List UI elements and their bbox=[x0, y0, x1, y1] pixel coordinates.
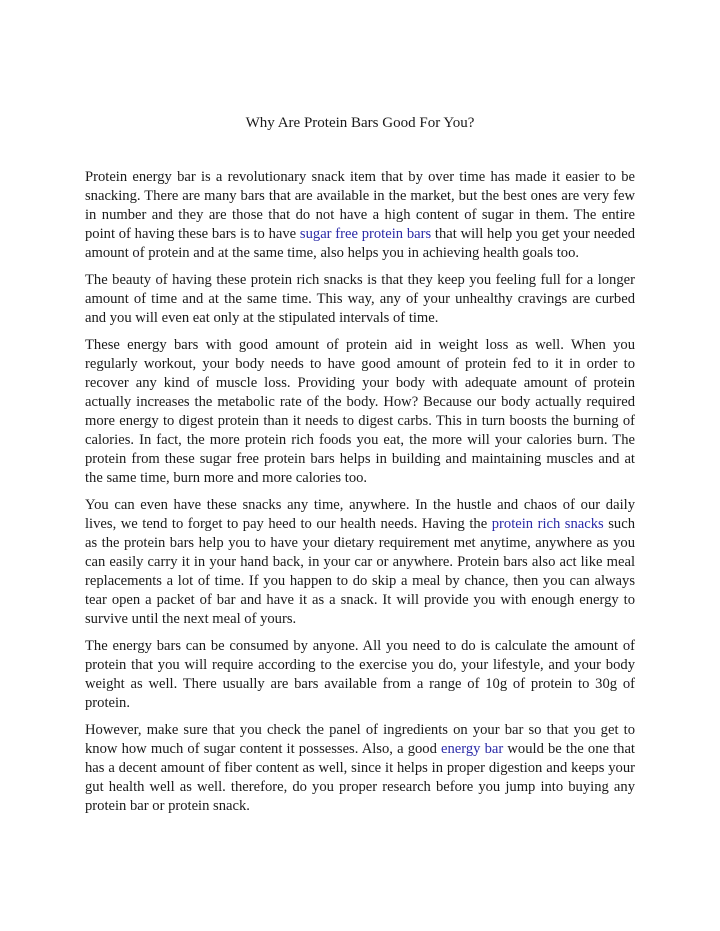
link-protein-rich-snacks[interactable]: protein rich snacks bbox=[491, 516, 604, 532]
paragraph-text: that will help you get your needed amount of protein and at the same time, also helps you in achieving health goals too. bbox=[85, 226, 636, 261]
paragraph-intro bbox=[85, 168, 635, 263]
paragraph-text: would be the one that has a decent amount of fiber content as well, since it helps in proper digestion and keeps your gut health well as well. therefore, do you proper research before you jump into buying any protein bar or protein snack. bbox=[85, 741, 635, 814]
link-sugar-free-protein-bars[interactable]: sugar free protein bars bbox=[299, 226, 432, 242]
paragraph-ingredients bbox=[85, 721, 635, 816]
paragraph-anyone: The energy bars can be consumed by anyone. All you need to do is calculate the amount of protein that you will require according to the exercise you do, your lifestyle, and your body weight as well. There usually are bars available from a range of 10g of protein to 30g of protein. bbox=[85, 638, 635, 711]
paragraph-anytime bbox=[85, 496, 635, 629]
paragraph-weight-loss: These energy bars with good amount of protein aid in weight loss as well. When you regularly workout, your body needs to have good amount of protein fed to it in order to recover any kind of muscle loss. Providing your body with adequate amount of protein actually increases the metabolic rate of the body. How? Because our body actually required more energy to digest protein than it needs to digest carbs. This in turn boosts the burning of calories. In fact, the more protein rich foods you eat, the more will your calories burn. The protein from these sugar free protein bars helps in building and maintaining muscles and at the same time, burn more and more calories too. bbox=[85, 337, 635, 486]
document-body bbox=[85, 168, 635, 824]
paragraph-text: However, make sure that you check the panel of ingredients on your bar so that you get to know how much of sugar content it possesses. Also, a good bbox=[85, 722, 635, 757]
document-title: Why Are Protein Bars Good For You? bbox=[245, 115, 475, 131]
paragraph-text: such as the protein bars help you to have your dietary requirement met anytime, anywhere as you can easily carry it in your hand back, in your car or anywhere. Protein bars also act like meal replacements a lot of time. If you happen to do skip a meal by chance, then you can always tear open a packet of bar and have it as a snack. It will provide you with enough energy to survive until the next meal of yours. bbox=[85, 516, 635, 627]
paragraph-beauty: The beauty of having these protein rich snacks is that they keep you feeling full for a longer amount of time and at the same time. This way, any of your unhealthy cravings are curbed and you will even eat only at the stipulated intervals of time. bbox=[85, 272, 635, 326]
link-energy-bar[interactable]: energy bar bbox=[441, 741, 504, 757]
paragraph-text: Protein energy bar is a revolutionary snack item that by over time has made it easier to be snacking. There are many bars that are available in the market, but the best ones are very few in number and they are those that do not have a high content of sugar in them. The entire point of having these bars is to have bbox=[85, 169, 635, 242]
paragraph-text: You can even have these snacks any time, anywhere. In the hustle and chaos of our daily lives, we tend to forget to pay heed to our health needs. Having the bbox=[85, 497, 635, 532]
